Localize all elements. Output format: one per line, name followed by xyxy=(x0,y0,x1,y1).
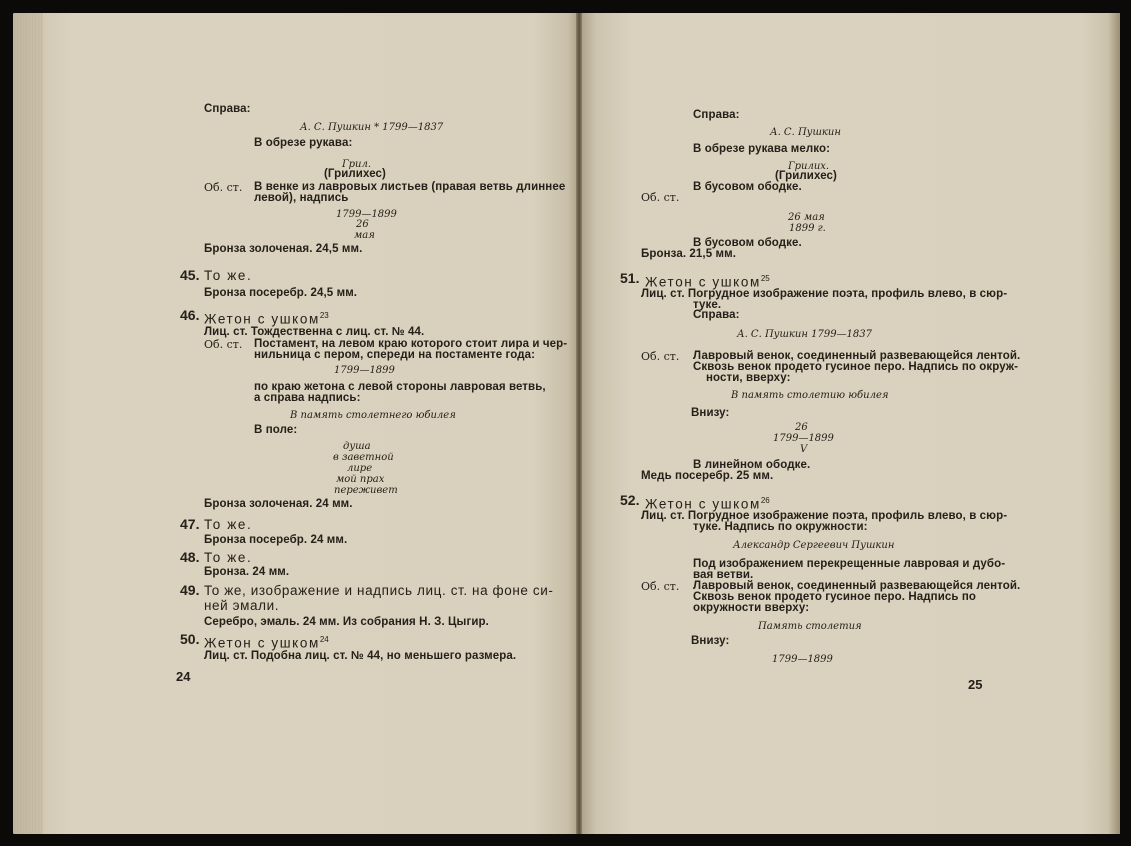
entry-number: 51. xyxy=(620,270,640,286)
heading-text: Жетон с ушком xyxy=(645,274,761,290)
footnote-ref: 25 xyxy=(760,274,770,283)
page-number: 25 xyxy=(968,677,983,692)
text-line: В поле: xyxy=(254,424,298,436)
text-line: Александр Сергеевич Пушкин xyxy=(733,540,895,551)
text-line: Грил. xyxy=(342,159,372,170)
entry-number: 49. xyxy=(180,582,200,598)
text-line: Лиц. ст. Погрудное изображение поэта, профиль влево, в сюр- xyxy=(641,510,1008,522)
entry-number: 48. xyxy=(180,549,200,565)
side-label: Об. ст. xyxy=(204,181,243,194)
entry-number: 46. xyxy=(180,307,200,323)
text-line: Лиц. ст. Погрудное изображение поэта, профиль влево, в сюр- xyxy=(641,288,1008,300)
text-line: 26 мая xyxy=(788,212,825,223)
text-line: левой), надпись xyxy=(254,192,349,204)
text-line: Лиц. ст. Тождественна с лиц. ст. № 44. xyxy=(204,326,425,338)
text-line: Под изображением перекрещенные лавровая и дубо- xyxy=(693,558,1006,570)
text-line: душа xyxy=(343,441,371,452)
text-line: 1799—1899 xyxy=(772,654,833,665)
text-line: В линейном ободке. xyxy=(693,459,811,471)
text-line: Сквозь венок продето гусиное перо. Надпись по окруж- xyxy=(693,361,1019,373)
text-line: Лавровый венок, соединенный развевающейся лентой. xyxy=(693,580,1021,592)
side-label: Об. ст. xyxy=(641,580,680,593)
text-line: нильница с пером, спереди на постаменте года: xyxy=(254,349,536,361)
text-line: Бронза. 24 мм. xyxy=(204,566,290,578)
text-line: Бронза посеребр. 24,5 мм. xyxy=(204,287,358,299)
entry-heading xyxy=(204,633,329,650)
text-line: мой прах xyxy=(336,474,385,485)
text-line: туке. Надпись по окружности: xyxy=(693,521,868,533)
text-line: Справа: xyxy=(204,103,251,115)
text-line: Бронза золоченая. 24 мм. xyxy=(204,498,353,510)
text-line: Память столетия xyxy=(758,621,862,632)
text-line: В память столетнего юбилея xyxy=(290,410,456,421)
side-label: Об. ст. xyxy=(641,191,680,204)
text-line: А. С. Пушкин xyxy=(770,127,841,138)
text-line: лире xyxy=(347,463,373,474)
footnote-ref: 23 xyxy=(319,311,329,320)
text-line: V xyxy=(800,444,808,455)
text-line: Справа: xyxy=(693,109,740,121)
text-line: Внизу: xyxy=(691,635,730,647)
text-line: Медь посеребр. 25 мм. xyxy=(641,470,774,482)
entry-heading: То же. xyxy=(204,517,253,532)
entry-number: 50. xyxy=(180,631,200,647)
text-line: В бусовом ободке. xyxy=(693,237,802,249)
text-line: В обрезе рукава мелко: xyxy=(693,143,830,155)
text-line: Лавровый венок, соединенный развевающейся лентой. xyxy=(693,350,1021,362)
text-line: Внизу: xyxy=(691,407,730,419)
entry-number: 47. xyxy=(180,516,200,532)
entry-heading: ней эмали. xyxy=(204,598,280,613)
text-line: окружности вверху: xyxy=(693,602,810,614)
side-label: Об. ст. xyxy=(204,338,243,351)
right-page xyxy=(582,13,1120,834)
text-line: Бронза золоченая. 24,5 мм. xyxy=(204,243,363,255)
text-line: мая xyxy=(354,230,375,241)
text-line: Сквозь венок продето гусиное перо. Надпись по xyxy=(693,591,977,603)
entry-heading: То же. xyxy=(204,550,253,565)
text-line: 26 xyxy=(356,219,369,230)
text-line: Постамент, на левом краю которого стоит лира и чер- xyxy=(254,338,568,350)
entry-number: 52. xyxy=(620,492,640,508)
text-line: по краю жетона с левой стороны лавровая ветвь, xyxy=(254,381,546,393)
text-line: 1799—1899 xyxy=(773,433,834,444)
heading-text: Жетон с ушком xyxy=(204,311,320,327)
text-line: 1899 г. xyxy=(789,223,826,234)
text-line: В бусовом ободке. xyxy=(693,181,802,193)
entry-heading: То же. xyxy=(204,268,253,283)
text-line: Бронза. 21,5 мм. xyxy=(641,248,736,260)
text-line: Лиц. ст. Подобна лиц. ст. № 44, но меньшего размера. xyxy=(204,650,517,662)
text-line: Серебро, эмаль. 24 мм. Из собрания Н. З. Цыгир. xyxy=(204,616,489,628)
page-number: 24 xyxy=(176,669,191,684)
footnote-ref: 24 xyxy=(319,635,329,644)
text-line: (Грилихес) xyxy=(324,168,386,180)
side-label: Об. ст. xyxy=(641,350,680,363)
text-line: А. С. Пушкин * 1799—1837 xyxy=(300,122,444,133)
text-line: вая ветви. xyxy=(693,569,754,581)
text-line: Бронза посеребр. 24 мм. xyxy=(204,534,348,546)
text-line: В венке из лавровых листьев (правая ветвь длиннее xyxy=(254,181,566,193)
text-line: переживет xyxy=(334,485,398,496)
page-edges xyxy=(13,13,43,834)
entry-heading xyxy=(204,309,329,326)
text-line: Справа: xyxy=(693,309,740,321)
text-line: (Грилихес) xyxy=(775,170,837,182)
text-line: туке. xyxy=(693,299,722,311)
text-line: Грилих. xyxy=(788,161,830,172)
entry-heading: То же, изображение и надпись лиц. ст. на фоне си- xyxy=(204,583,554,598)
text-line: 1799—1899 xyxy=(334,365,395,376)
entry-heading xyxy=(645,494,770,511)
text-line: а справа надпись: xyxy=(254,392,361,404)
entry-heading xyxy=(645,272,770,289)
entry-number: 45. xyxy=(180,267,200,283)
footnote-ref: 26 xyxy=(760,496,770,505)
heading-text: Жетон с ушком xyxy=(645,496,761,512)
text-line: В обрезе рукава: xyxy=(254,137,353,149)
text-line: в заветной xyxy=(333,452,394,463)
text-line: 1799—1899 xyxy=(336,209,397,220)
text-line: В память столетию юбилея xyxy=(731,390,889,401)
text-line: 26 xyxy=(795,422,808,433)
text-line: ности, вверху: xyxy=(706,372,791,384)
heading-text: Жетон с ушком xyxy=(204,635,320,651)
text-line: А. С. Пушкин 1799—1837 xyxy=(737,329,873,340)
